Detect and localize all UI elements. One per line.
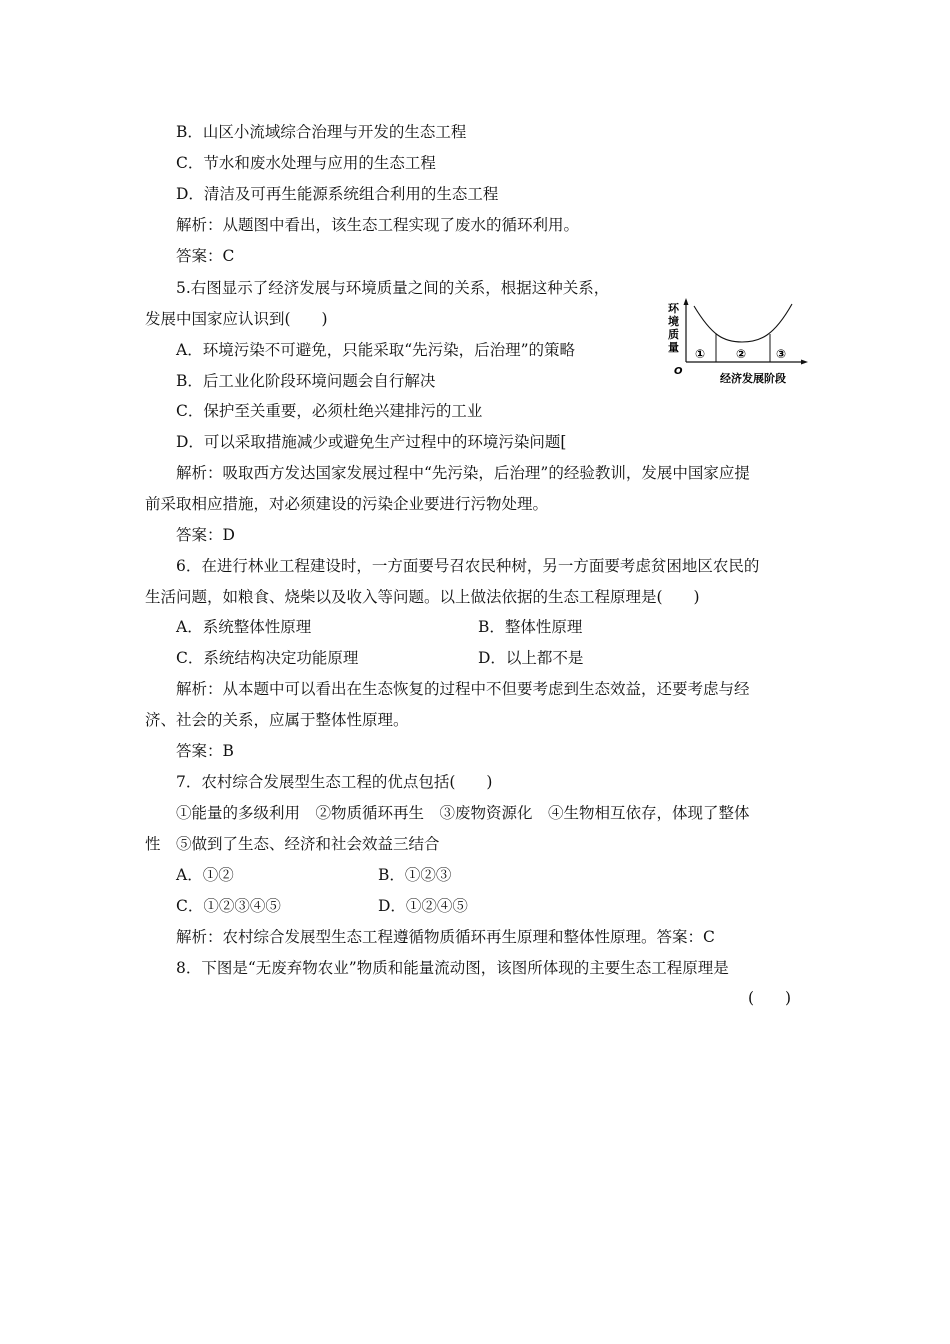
option-b-q5: B．后工业化阶段环境问题会自行解决 [176, 372, 436, 390]
question-6-line-2: 生活问题，如粮食、烧柴以及收入等问题。以上做法依据的生态工程原理是( ) [145, 588, 700, 606]
y-axis-label-char-4: 量 [668, 341, 679, 354]
option-c-q7: C．①②③④⑤ [176, 897, 281, 915]
origin-label: O [674, 366, 683, 377]
question-7: 7．农村综合发展型生态工程的优点包括( ) [176, 773, 493, 791]
analysis-q5-line-2: 前采取相应措施，对必须建设的污染企业要进行污物处理。 [145, 495, 549, 513]
x-axis-label: 经济发展阶段 [720, 372, 786, 385]
answer-q5: 答案：D [176, 526, 235, 544]
option-d-q6: D．以上都不是 [478, 649, 584, 667]
option-d-q7: D．①②④⑤ [378, 897, 468, 915]
y-axis-label-char-3: 质 [668, 328, 679, 341]
analysis-q5-line-1: 解析：吸取西方发达国家发展过程中“先污染，后治理”的经验教训，发展中国家应提 [176, 464, 750, 482]
analysis-q4: 解析：从题图中看出，该生态工程实现了废水的循环利用。 [176, 216, 580, 234]
option-b-q4: B．山区小流域综合治理与开发的生态工程 [176, 123, 467, 141]
option-b-q6: B．整体性原理 [478, 618, 583, 636]
stage-label-1: ① [695, 347, 706, 361]
option-a-q5: A．环境污染不可避免，只能采取“先污染，后治理”的策略 [176, 341, 576, 359]
economy-environment-figure [664, 298, 810, 390]
question-5-line-1: 5.右图显示了经济发展与环境质量之间的关系，根据这种关系， [176, 279, 610, 297]
analysis-q6-line-2: 济、社会的关系，应属于整体性原理。 [145, 711, 409, 729]
question-5-line-2: 发展中国家应认识到( ) [145, 310, 328, 328]
x-axis-arrow [801, 360, 808, 365]
question-8: 8．下图是“无废弃物农业”物质和能量流动图，该图所体现的主要生态工程原理是 [176, 959, 729, 977]
answer-q6: 答案：B [176, 742, 234, 760]
question-6-line-1: 6．在进行林业工程建设时，一方面要号召农民种树，另一方面要考虑贫困地区农民的 [176, 557, 760, 575]
y-axis-label-char-2: 境 [668, 315, 679, 328]
y-axis-arrow [684, 298, 689, 305]
option-a-q7: A．①② [176, 866, 234, 884]
option-d-q4: D．清洁及可再生能源系统组合利用的生态工程 [176, 185, 499, 203]
option-c-q5: C．保护至关重要，必须杜绝兴建排污的工业 [176, 402, 483, 420]
stage-label-2: ② [736, 347, 747, 361]
y-axis-label-char-1: 环 [668, 302, 679, 315]
option-b-q7: B．①②③ [378, 866, 452, 884]
option-a-q6: A．系统整体性原理 [176, 618, 312, 636]
option-d-q5: D．可以采取措施减少或避免生产过程中的环境污染问题[ [176, 433, 567, 451]
question-7-items-line-2: 性 ⑤做到了生态、经济和社会效益三结合 [145, 835, 440, 853]
question-7-items-line-1: ①能量的多级利用 ②物质循环再生 ③废物资源化 ④生物相互依存，体现了整体 [176, 804, 750, 822]
option-c-q6: C．系统结构决定功能原理 [176, 649, 359, 667]
analysis-q7: 解析：农村综合发展型生态工程遵循物质循环再生原理和整体性原理。答案：C [176, 928, 715, 946]
stage-label-3: ③ [776, 347, 787, 361]
analysis-q6-line-1: 解析：从本题中可以看出在生态恢复的过程中不但要考虑到生态效益，还要考虑与经 [176, 680, 750, 698]
environment-quality-curve [694, 304, 792, 342]
answer-q4: 答案：C [176, 247, 235, 265]
option-c-q4: C．节水和废水处理与应用的生态工程 [176, 154, 436, 172]
question-8-bracket: ( ) [748, 989, 792, 1007]
